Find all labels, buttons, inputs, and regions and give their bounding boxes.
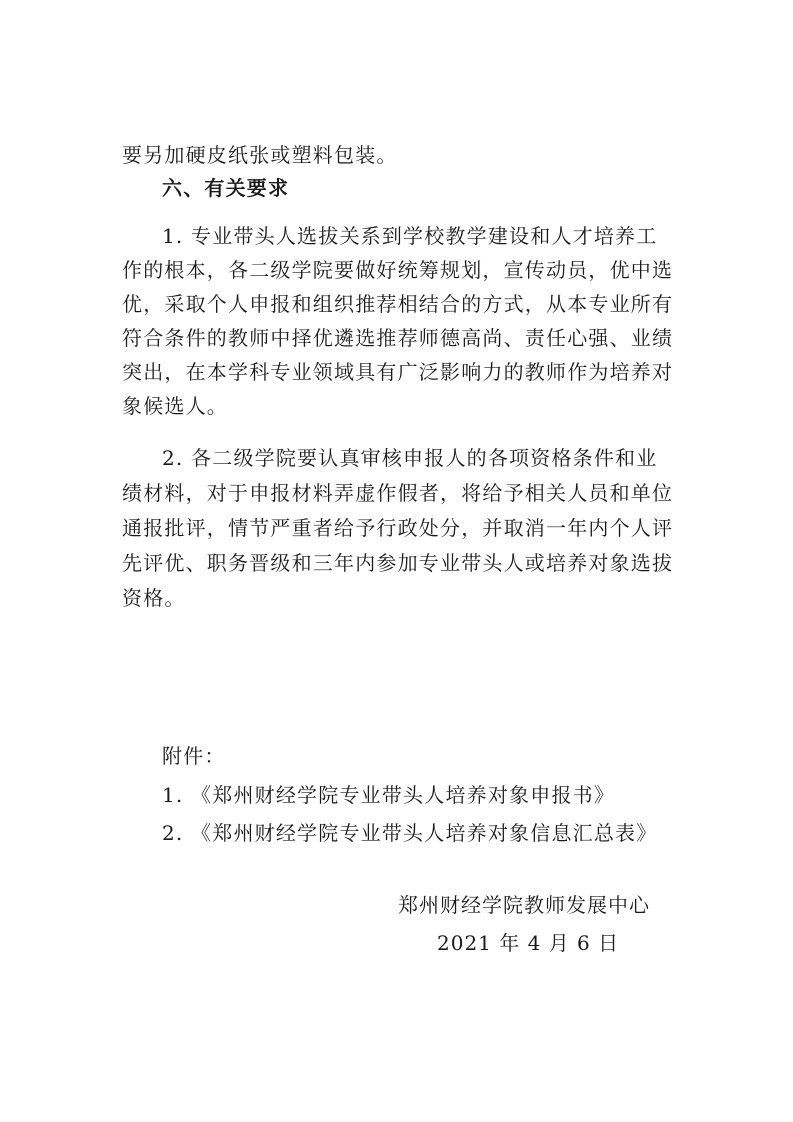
paragraph-line: 绩材料，对于申报材料弄虚作假者，将给予相关人员和单位 xyxy=(122,481,674,505)
paragraph-line: 先评优、职务晋级和三年内参加专业带头人或培养对象选拔 xyxy=(122,551,674,575)
attachment-item: 1. 《郑州财经学院专业带头人培养对象申报书》 xyxy=(162,783,616,807)
paragraph-line: 优，采取个人申报和组织推荐相结合的方式，从本专业所有 xyxy=(122,292,674,316)
continuation-line: 要另加硬皮纸张或塑料包装。 xyxy=(122,143,398,167)
paragraph-line: 作的根本，各二级学院要做好统筹规划，宣传动员，优中选 xyxy=(122,258,674,282)
attachment-item: 2. 《郑州财经学院专业带头人培养对象信息汇总表》 xyxy=(162,821,658,845)
paragraph-line: 1. 专业带头人选拔关系到学校教学建设和人才培养工 xyxy=(162,224,658,248)
attachments-label: 附件： xyxy=(162,744,226,768)
issuing-organization: 郑州财经学院教师发展中心 xyxy=(398,893,650,917)
paragraph-line: 2. 各二级学院要认真审核申报人的各项资格条件和业 xyxy=(162,446,658,470)
paragraph-line: 符合条件的教师中择优遴选推荐师德高尚、责任心强、业绩 xyxy=(122,326,674,350)
paragraph-line: 资格。 xyxy=(122,586,186,610)
paragraph-line: 突出，在本学科专业领域具有广泛影响力的教师作为培养对 xyxy=(122,360,674,384)
paragraph-line: 通报批评，情节严重者给予行政处分，并取消一年内个人评 xyxy=(122,516,674,540)
issue-date: 2021 年 4 月 6 日 xyxy=(437,931,620,955)
paragraph-line: 象候选人。 xyxy=(122,394,228,418)
section-heading: 六、有关要求 xyxy=(162,176,290,200)
